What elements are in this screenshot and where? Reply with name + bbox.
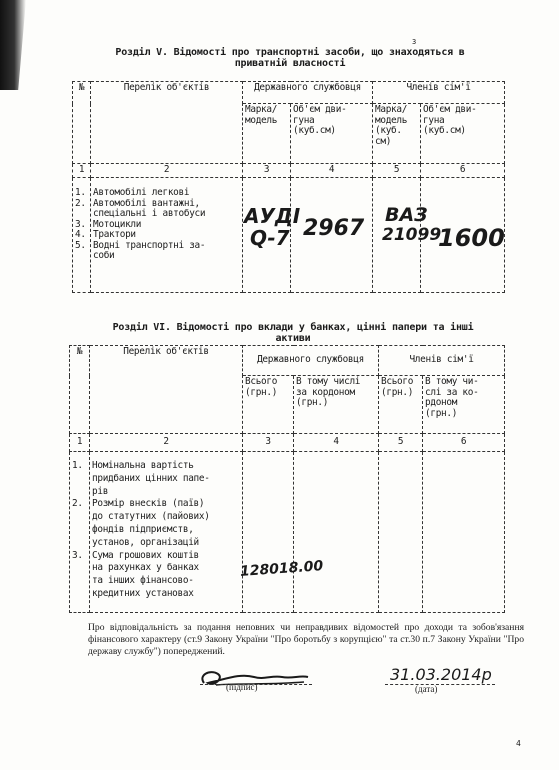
row-numbers: 1. 2. 3. 4. 5. <box>73 178 91 293</box>
section5-title-line1: Розділ V. Відомості про транспортні засоби, що знаходяться в <box>115 47 465 58</box>
col-number-header: № <box>73 82 91 164</box>
section6-title-line1: Розділ VI. Відомості про вклади у банках, цінні папери та інші <box>112 322 474 333</box>
colnum-1: 1 <box>73 164 91 178</box>
page-mark: 3 <box>412 38 417 46</box>
cell-total-family <box>379 452 423 613</box>
col-items-header: Перелік об'єктів <box>91 82 243 164</box>
colnum-2: 2 <box>91 164 243 178</box>
sub-volume-family: Об'єм дви- гуна (куб.см) <box>421 104 505 164</box>
col-civil-servant-header: Державного службовця <box>243 82 373 104</box>
col-civil-servant-header: Державного службовця <box>243 346 379 376</box>
hand-brand-family-line2: 21099 <box>382 225 442 245</box>
section6-title-line2: активи <box>275 333 311 344</box>
hand-brand-family-line1: ВАЗ <box>385 204 428 226</box>
colnum-4: 4 <box>291 164 373 178</box>
scan-edge-smudge <box>0 0 26 90</box>
cell-total-civil <box>243 452 294 613</box>
sub-brand-family: Марка/ модель (куб. см) <box>373 104 421 164</box>
colnum-3: 3 <box>243 434 294 452</box>
signature-caption: (підпис) <box>226 682 258 692</box>
section5-title <box>80 47 500 69</box>
date-caption: (дата) <box>415 684 438 694</box>
hand-brand-civil-line2: Q-7 <box>250 226 290 250</box>
sub-brand-civil: Марка/ модель <box>243 104 291 164</box>
sub-total-family: Всього (грн.) <box>379 376 423 434</box>
colnum-5: 5 <box>379 434 423 452</box>
col-items-header: Перелік об'єктів <box>90 346 243 434</box>
date-line <box>385 684 495 685</box>
colnum-6: 6 <box>421 164 505 178</box>
section6-title <box>78 322 508 344</box>
row-numbers: 1. 2. 3. <box>70 452 90 613</box>
col-number-header: № <box>70 346 90 434</box>
col-family-header: Членів сім'ї <box>373 82 505 104</box>
hand-date: 31.03.2014р <box>390 665 492 684</box>
cell-abroad-family <box>423 452 505 613</box>
sub-volume-civil: Об'єм дви- гуна (куб.см) <box>291 104 373 164</box>
page-number: 4 <box>516 739 521 748</box>
colnum-6: 6 <box>423 434 505 452</box>
colnum-2: 2 <box>90 434 243 452</box>
hand-volume-family: 1600 <box>438 224 505 252</box>
section5-title-line2: приватній власності <box>234 58 346 69</box>
vehicle-items-list: Автомобілі легкові Автомобілі вантажні, спеціальні і автобуси Мотоцикли Трактори Водні транспортні за- соби <box>91 178 243 293</box>
hand-volume-civil: 2967 <box>303 216 365 241</box>
colnum-4: 4 <box>294 434 379 452</box>
col-family-header: Членів сім'ї <box>379 346 505 376</box>
liability-notice: Про відповідальність за подання неповних чи неправдивих відомостей про доходи та зобов'язання фінансового характеру (ст.9 Закону України "Про боротьбу з корупцією" та ст.30 п.7 Закону України "Про державу службу") попереджений. <box>88 622 524 657</box>
asset-items-list: Номінальна вартість придбаних цінних папе- рів Розмір внесків (паїв) до статутних (пайових) фондів підприємств, установ, організацій Сума грошових коштів на рахунках у банках та інших фінансово- кредитних установах <box>90 452 243 613</box>
colnum-1: 1 <box>70 434 90 452</box>
hand-brand-civil-line1: АУДІ <box>244 204 301 228</box>
sub-total-civil: Всього (грн.) <box>243 376 294 434</box>
sub-abroad-civil: В тому числі за кордоном (грн.) <box>294 376 379 434</box>
colnum-3: 3 <box>243 164 291 178</box>
sub-abroad-family: В тому чи- слі за ко- рдоном (грн.) <box>423 376 505 434</box>
vehicles-table <box>72 81 505 293</box>
cell-abroad-civil <box>294 452 379 613</box>
colnum-5: 5 <box>373 164 421 178</box>
hand-total-civil: 128018.00 <box>239 558 324 580</box>
